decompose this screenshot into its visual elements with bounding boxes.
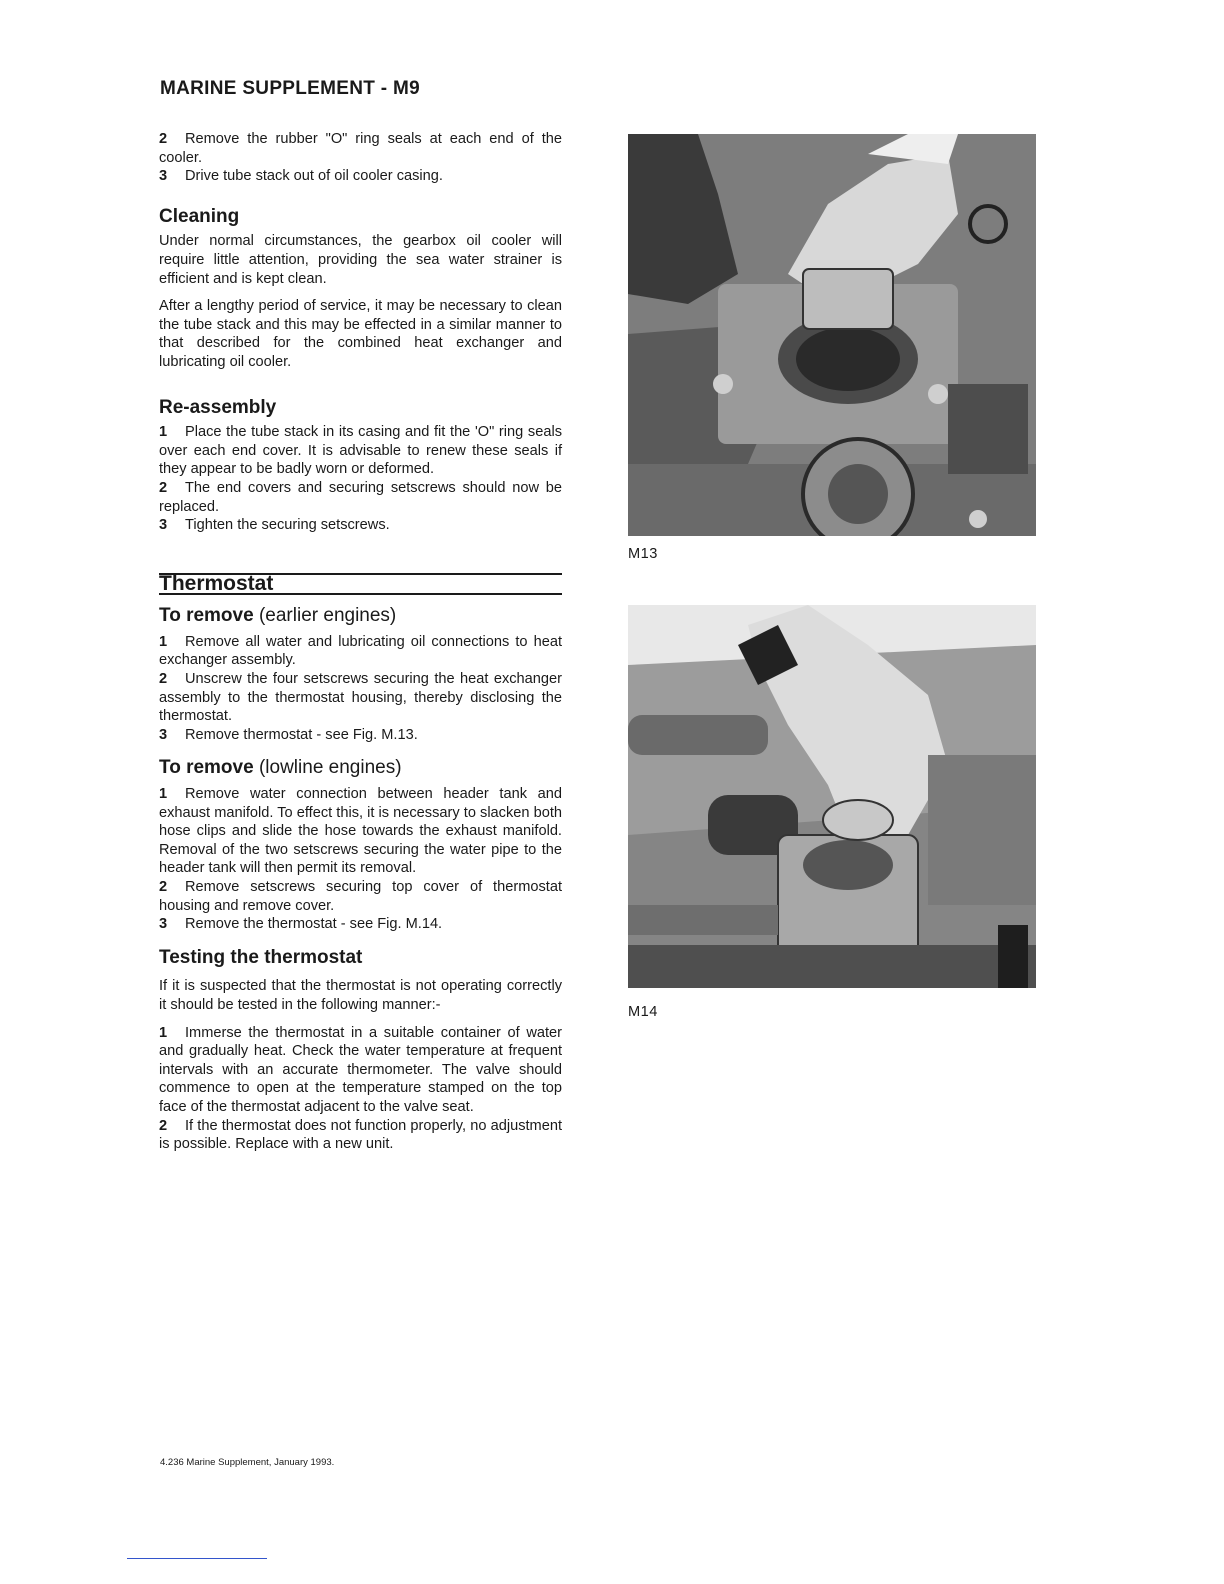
list-item [159,785,562,878]
step-number: 2 [159,131,168,147]
engine-photo-m14 [628,605,1036,988]
step-number: 2 [159,479,168,496]
list-item [159,1024,562,1117]
step-text: The end covers and securing setscrews should now be replaced. [159,479,562,515]
engine-photo-m13 [628,134,1036,536]
step-text: Drive tube stack out of oil cooler casing. [185,168,443,185]
list-item [159,423,562,479]
subheading-rest: (lowline engines) [258,757,402,779]
step-text: Tighten the securing setscrews. [185,517,390,534]
step-text: Remove thermostat - see Fig. M.13. [185,726,418,743]
section-heading-cleaning: Cleaning [159,205,240,227]
testing-intro: If it is suspected that the thermostat is not operating correctly it should be tested in the following manner:- [159,978,562,1013]
page-footer: 4.236 Marine Supplement, January 1993. [160,1457,335,1468]
subheading-remove-earlier [159,607,562,626]
list-item [159,130,562,167]
step-text: Remove all water and lubricating oil connections to heat exchanger assembly. [159,633,562,669]
step-text: Place the tube stack in its casing and fit the 'O" ring seals over each end cover. It is advisable to renew these seals if they appear to be badly worn or deformed. [159,424,562,478]
list-item [159,1117,562,1154]
figure-caption-m13: M13 [628,546,658,562]
step-number: 3 [159,168,168,185]
step-number: 1 [159,424,168,441]
left-column [159,130,562,1154]
step-number: 3 [159,517,168,534]
step-number: 1 [159,1024,168,1041]
step-number: 2 [159,671,168,688]
list-item [159,915,562,934]
step-number: 2 [159,1117,168,1134]
step-text: If the thermostat does not function properly, no adjustment is possible. Replace with a new unit. [159,1117,562,1153]
step-text: Remove water connection between header tank and exhaust manifold. To effect this, it is necessary to slacken both hose clips and slide the hose towards the exhaust manifold. Removal of the two setscrews securing the water pipe to the header tank will then permit its removal. [159,786,562,877]
cleaning-para-1: Under normal circumstances, the gearbox oil cooler will require little attention, providing the sea water strainer is efficient and is kept clean. [159,233,562,287]
subheading-bold: To remove [159,757,254,779]
divider [127,1558,267,1559]
subheading-bold: To remove [159,605,254,627]
list-item [159,670,562,726]
list-item [159,516,562,535]
step-number: 1 [159,786,168,803]
list-item [159,726,562,745]
step-text: Remove the rubber "O" ring seals at each end of the cooler. [159,131,562,166]
step-text: Remove setscrews securing top cover of thermostat housing and remove cover. [159,879,562,914]
figure-m14-photo [628,605,1036,988]
subheading-rest: (earlier engines) [258,605,397,627]
step-number: 2 [159,879,168,895]
page-title: MARINE SUPPLEMENT - M9 [160,78,420,99]
cleaning-para-2: After a lengthy period of service, it may be necessary to clean the tube stack and this may be effected in a similar manner to that described for the combined heat exchanger and lubricating oil cooler. [159,298,562,370]
step-text: Remove the thermostat - see Fig. M.14. [185,916,443,933]
list-item [159,479,562,516]
step-text: Unscrew the four setscrews securing the heat exchanger assembly to the thermostat housing, thereby disclosing the thermostat. [159,671,562,725]
section-heading-thermostat: Thermostat [159,571,274,595]
list-item [159,633,562,670]
list-item [159,878,562,915]
step-number: 1 [159,633,168,650]
step-number: 3 [159,916,168,933]
step-number: 3 [159,726,168,743]
subheading-remove-lowline [159,759,562,778]
section-heading-reassembly: Re-assembly [159,396,277,418]
section-heading-testing: Testing the thermostat [159,946,363,968]
figure-caption-m14: M14 [628,1004,658,1020]
list-item [159,167,562,186]
figure-m13-photo [628,134,1036,536]
step-text: Immerse the thermostat in a suitable container of water and gradually heat. Check the water temperature at frequent intervals with an accurate thermometer. The valve should commence to open at the temperature stamped on the top face of the thermostat adjacent to the valve seat. [159,1024,562,1115]
